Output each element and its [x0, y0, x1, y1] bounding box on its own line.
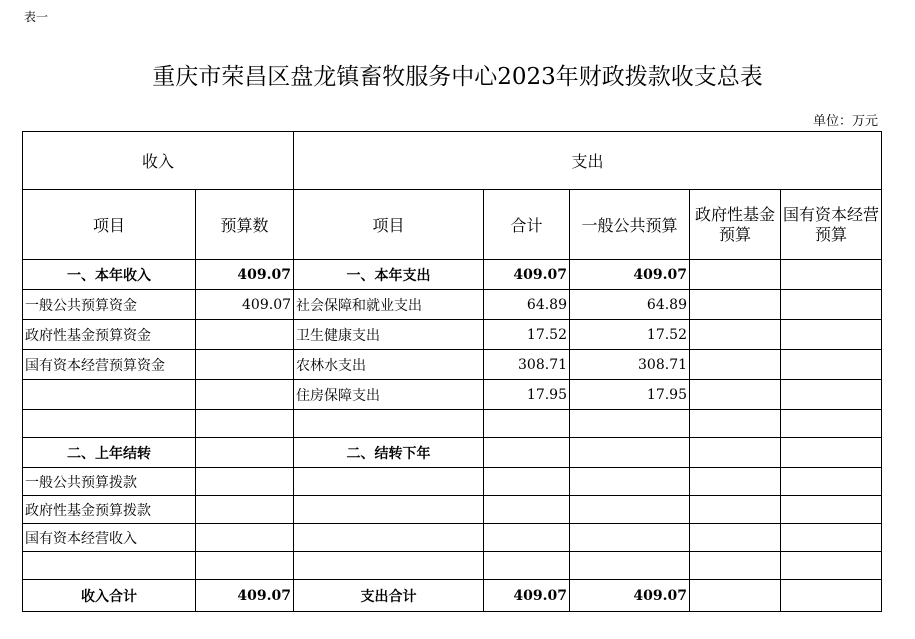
group-header-row [23, 132, 882, 190]
general-cell [570, 438, 690, 468]
totals-row [23, 580, 882, 612]
state-cell [781, 320, 882, 350]
expense-state-total [781, 580, 882, 612]
general-cell [570, 410, 690, 438]
income-value-cell [196, 320, 294, 350]
table-row [23, 320, 882, 350]
income-item-cell [23, 410, 196, 438]
table-row [23, 350, 882, 380]
total-cell [484, 496, 570, 524]
state-cell [781, 552, 882, 580]
column-header-row [23, 190, 882, 260]
table-row [23, 410, 882, 438]
general-cell: 308.71 [570, 350, 690, 380]
income-value-cell [196, 410, 294, 438]
fund-cell [690, 410, 781, 438]
income-item-cell: 一、本年收入 [23, 260, 196, 290]
income-value-cell [196, 380, 294, 410]
income-value-cell [196, 438, 294, 468]
income-value-cell: 409.07 [196, 260, 294, 290]
expense-general-total: 409.07 [570, 580, 690, 612]
page-title: 重庆市荣昌区盘龙镇畜牧服务中心2023年财政拨款收支总表 [152, 64, 763, 90]
fund-cell [690, 290, 781, 320]
expense-item-cell [294, 468, 484, 496]
expense-item-cell: 住房保障支出 [294, 380, 484, 410]
table-row [23, 290, 882, 320]
income-item-cell: 政府性基金预算资金 [23, 320, 196, 350]
income-item-cell: 一般公共预算拨款 [23, 468, 196, 496]
expense-item-cell [294, 410, 484, 438]
state-cell [781, 290, 882, 320]
income-item-cell [23, 380, 196, 410]
general-cell [570, 468, 690, 496]
fund-cell [690, 524, 781, 552]
expense-item-cell: 农林水支出 [294, 350, 484, 380]
expense-total-value: 409.07 [484, 580, 570, 612]
state-cell [781, 260, 882, 290]
expense-item-cell [294, 496, 484, 524]
fund-cell [690, 496, 781, 524]
income-item-cell: 国有资本经营预算资金 [23, 350, 196, 380]
fund-cell [690, 320, 781, 350]
income-value-cell [196, 468, 294, 496]
table-row [23, 496, 882, 524]
total-cell: 64.89 [484, 290, 570, 320]
expense-item-cell: 卫生健康支出 [294, 320, 484, 350]
general-cell [570, 524, 690, 552]
expense-item-cell [294, 524, 484, 552]
income-item-cell: 国有资本经营收入 [23, 524, 196, 552]
income-item-cell [23, 552, 196, 580]
header-fund-budget: 政府性基金预算 [690, 190, 781, 260]
header-state-capital-budget: 国有资本经营预算 [781, 190, 882, 260]
total-cell: 17.95 [484, 380, 570, 410]
table-row [23, 438, 882, 468]
header-income-group: 收入 [23, 132, 294, 190]
income-value-cell [196, 496, 294, 524]
table-row [23, 524, 882, 552]
total-cell [484, 410, 570, 438]
header-income-budget: 预算数 [196, 190, 294, 260]
fund-cell [690, 438, 781, 468]
state-cell [781, 410, 882, 438]
total-cell [484, 438, 570, 468]
fund-cell [690, 468, 781, 496]
total-cell [484, 468, 570, 496]
unit-label: 单位：万元 [812, 114, 878, 129]
fund-cell [690, 260, 781, 290]
total-cell: 409.07 [484, 260, 570, 290]
general-cell: 17.95 [570, 380, 690, 410]
table-row [23, 380, 882, 410]
header-total: 合计 [484, 190, 570, 260]
total-cell [484, 524, 570, 552]
total-cell: 308.71 [484, 350, 570, 380]
income-value-cell [196, 552, 294, 580]
income-item-cell: 一般公共预算资金 [23, 290, 196, 320]
state-cell [781, 380, 882, 410]
general-cell: 409.07 [570, 260, 690, 290]
income-value-cell [196, 524, 294, 552]
expense-item-cell: 二、结转下年 [294, 438, 484, 468]
state-cell [781, 524, 882, 552]
state-cell [781, 496, 882, 524]
fund-cell [690, 350, 781, 380]
general-cell [570, 552, 690, 580]
state-cell [781, 438, 882, 468]
income-value-cell [196, 350, 294, 380]
total-cell: 17.52 [484, 320, 570, 350]
table-row [23, 468, 882, 496]
income-value-cell: 409.07 [196, 290, 294, 320]
expense-item-cell [294, 552, 484, 580]
table-row [23, 552, 882, 580]
expense-fund-total [690, 580, 781, 612]
total-cell [484, 552, 570, 580]
state-cell [781, 468, 882, 496]
income-item-cell: 二、上年结转 [23, 438, 196, 468]
general-cell [570, 496, 690, 524]
fund-cell [690, 552, 781, 580]
income-item-cell: 政府性基金预算拨款 [23, 496, 196, 524]
general-cell: 64.89 [570, 290, 690, 320]
income-total-label: 收入合计 [23, 580, 196, 612]
header-expense-group: 支出 [294, 132, 882, 190]
table-label: 表一 [24, 10, 49, 24]
table-row [23, 260, 882, 290]
income-total-value: 409.07 [196, 580, 294, 612]
general-cell: 17.52 [570, 320, 690, 350]
header-general-budget: 一般公共预算 [570, 190, 690, 260]
header-expense-item: 项目 [294, 190, 484, 260]
expense-total-label: 支出合计 [294, 580, 484, 612]
expense-item-cell: 社会保障和就业支出 [294, 290, 484, 320]
fund-cell [690, 380, 781, 410]
expense-item-cell: 一、本年支出 [294, 260, 484, 290]
state-cell [781, 350, 882, 380]
header-income-item: 项目 [23, 190, 196, 260]
budget-table [22, 131, 882, 612]
